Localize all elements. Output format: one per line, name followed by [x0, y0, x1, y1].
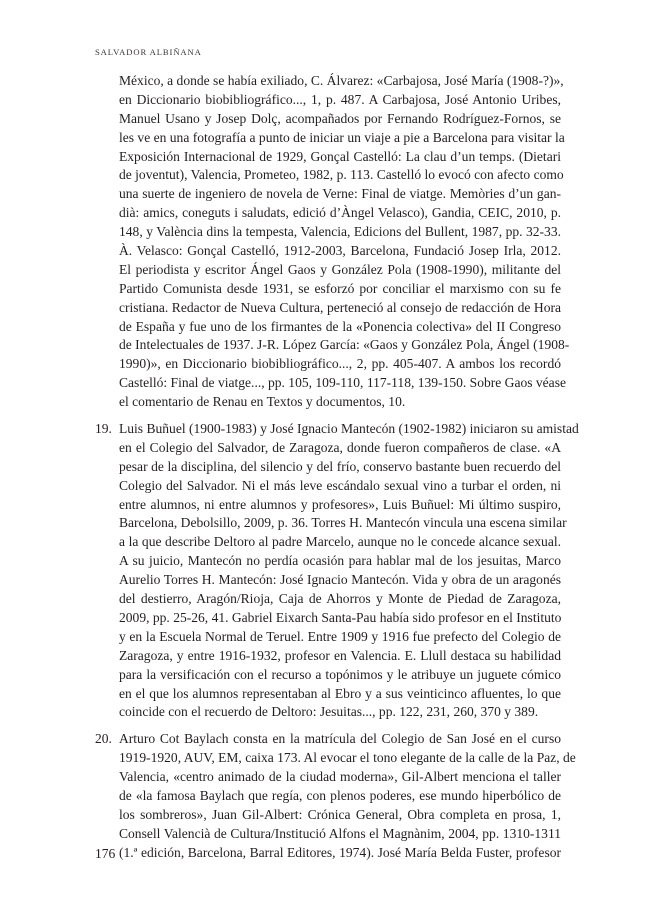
- text-line: (1.ª edición, Barcelona, Barral Editores, 1974). José María Belda Fuster, profesor: [119, 844, 561, 860]
- text-line: pesar de la disciplina, del silencio y del frío, conservo bastante buen recuerdo del: [119, 458, 561, 474]
- text-line: 1990)», en Diccionario biobibliográfico..., 2, pp. 405-407. A ambos los recordó: [119, 356, 561, 372]
- footnote-number: 20.: [95, 731, 112, 747]
- text-line: en el que los alumnos representaban al Ebro y a sus veinticinco afluentes, lo que: [119, 685, 561, 701]
- text-line: A su juicio, Mantecón no perdía ocasión para hablar mal de los jesuitas, Marco: [119, 553, 561, 569]
- text-line: de Intelectuales de 1937. J-R. López García: «Gaos y González Pola, Ángel (1908-: [119, 337, 570, 353]
- text-line: Consell Valencià de Cultura/Institució Alfons el Magnànim, 2004, pp. 1310-1311: [119, 825, 561, 841]
- footnote-19: [95, 420, 579, 722]
- text-line: Arturo Cot Baylach consta en la matrícula del Colegio de San José en el curso: [119, 731, 561, 747]
- text-line: el comentario de Renau en Textos y documentos, 10.: [119, 394, 406, 410]
- text-line: en el Colegio del Salvador, de Zaragoza, donde fueron compañeros de clase. «A: [119, 439, 561, 455]
- text-line: entre alumnos, ni entre alumnos y profesores», Luis Buñuel: Mi último suspiro,: [119, 496, 561, 512]
- text-line: en Diccionario biobibliográfico..., 1, p. 487. A Carbajosa, José Antonio Uribes,: [119, 91, 561, 107]
- text-line: Partido Comunista desde 1931, se esforzó por conciliar el marxismo con su fe: [119, 280, 561, 296]
- text-line: y en la Escuela Normal de Teruel. Entre 1909 y 1916 fue prefecto del Colegio de: [119, 628, 561, 644]
- text-line: Castelló: Final de viatge..., pp. 105, 109-110, 117-118, 139-150. Sobre Gaos véase: [119, 375, 566, 391]
- text-line: los sombreros», Juan Gil-Albert: Crónica General, Obra completa en prosa, 1,: [119, 806, 561, 822]
- text-line: de joventut), Valencia, Prometeo, 1982, p. 113. Castelló lo evocó con afecto como: [119, 167, 564, 183]
- text-line: para la versificación con el recurso a topónimos y le atribuye un juguete cómico: [119, 666, 561, 682]
- text-line: a la que describe Deltoro al padre Marcelo, aunque no le concede alcance sexual.: [119, 534, 561, 550]
- page-number: 176: [95, 846, 116, 861]
- running-head: SALVADOR ALBIÑANA: [95, 47, 202, 57]
- text-line: Valencia, «centro animado de la ciudad moderna», Gil-Albert menciona el taller: [119, 769, 561, 785]
- text-line: dià: amics, coneguts i saludats, edició d’Àngel Velasco), Gandia, CEIC, 2010, p.: [119, 205, 561, 221]
- text-line: les ve en una fotografía a punto de iniciar un viaje a pie a Barcelona para visitar la: [119, 129, 565, 145]
- text-line: de España y fue uno de los firmantes de la «Ponencia colectiva» del II Congreso: [119, 318, 561, 334]
- text-line: 1919-1920, AUV, EM, caixa 173. Al evocar el tono elegante de la calle de la Paz, de: [119, 750, 576, 766]
- text-line: del destierro, Aragón/Rioja, Caja de Ahorros y Monte de Piedad de Zaragoza,: [119, 591, 561, 607]
- text-line: Colegio del Salvador. Ni el más leve escándalo sexual vino a turbar el orden, ni: [119, 477, 561, 493]
- text-line: cristiana. Redactor de Nueva Cultura, perteneció al consejo de redacción de Hora: [119, 299, 561, 315]
- text-line: Aurelio Torres H. Mantecón: José Ignacio Mantecón. Vida y obra de un aragonés: [119, 572, 561, 588]
- text-line: À. Velasco: Gonçal Castelló, 1912-2003, Barcelona, Fundació Josep Irla, 2012.: [119, 243, 561, 259]
- footnote-20: [95, 730, 576, 862]
- text-line: Manuel Usano y Josep Dolç, acompañados por Fernando Rodríguez-Fornos, se: [119, 110, 561, 126]
- text-line: Barcelona, Debolsillo, 2009, p. 36. Torres H. Mantecón vincula una escena similar: [119, 515, 567, 531]
- footnotes-body: [95, 72, 579, 863]
- text-line: 148, y València dins la tempesta, Valencia, Edicions del Bullent, 1987, pp. 32-33.: [119, 224, 561, 240]
- footnote-continuation: [95, 72, 570, 412]
- text-line: El periodista y escritor Ángel Gaos y González Pola (1908-1990), militante del: [119, 261, 561, 277]
- text-line: de «la famosa Baylach que regía, con plenos poderes, ese mundo hiperbólico de: [119, 787, 561, 803]
- text-line: coincide con el recuerdo de Deltoro: Jesuitas..., pp. 122, 231, 260, 370 y 389.: [119, 704, 539, 720]
- text-line: México, a donde se había exiliado, C. Álvarez: «Carbajosa, José María (1908-?)»,: [119, 73, 564, 88]
- text-line: Exposición Internacional de 1929, Gonçal Castelló: La clau d’un temps. (Dietari: [119, 148, 561, 164]
- text-line: Luis Buñuel (1900-1983) y José Ignacio Mantecón (1902-1982) iniciaron su amistad: [119, 421, 579, 437]
- text-line: 2009, pp. 25-26, 41. Gabriel Eixarch Santa-Pau había sido profesor en el Instituto: [119, 609, 562, 625]
- text-line: Zaragoza, y entre 1916-1932, profesor en Valencia. E. Llull destaca su habilidad: [119, 647, 561, 663]
- footnote-number: 19.: [95, 421, 112, 437]
- text-line: una suerte de ingeniero de novela de Verne: Final de viatge. Memòries d’un gan-: [119, 186, 561, 202]
